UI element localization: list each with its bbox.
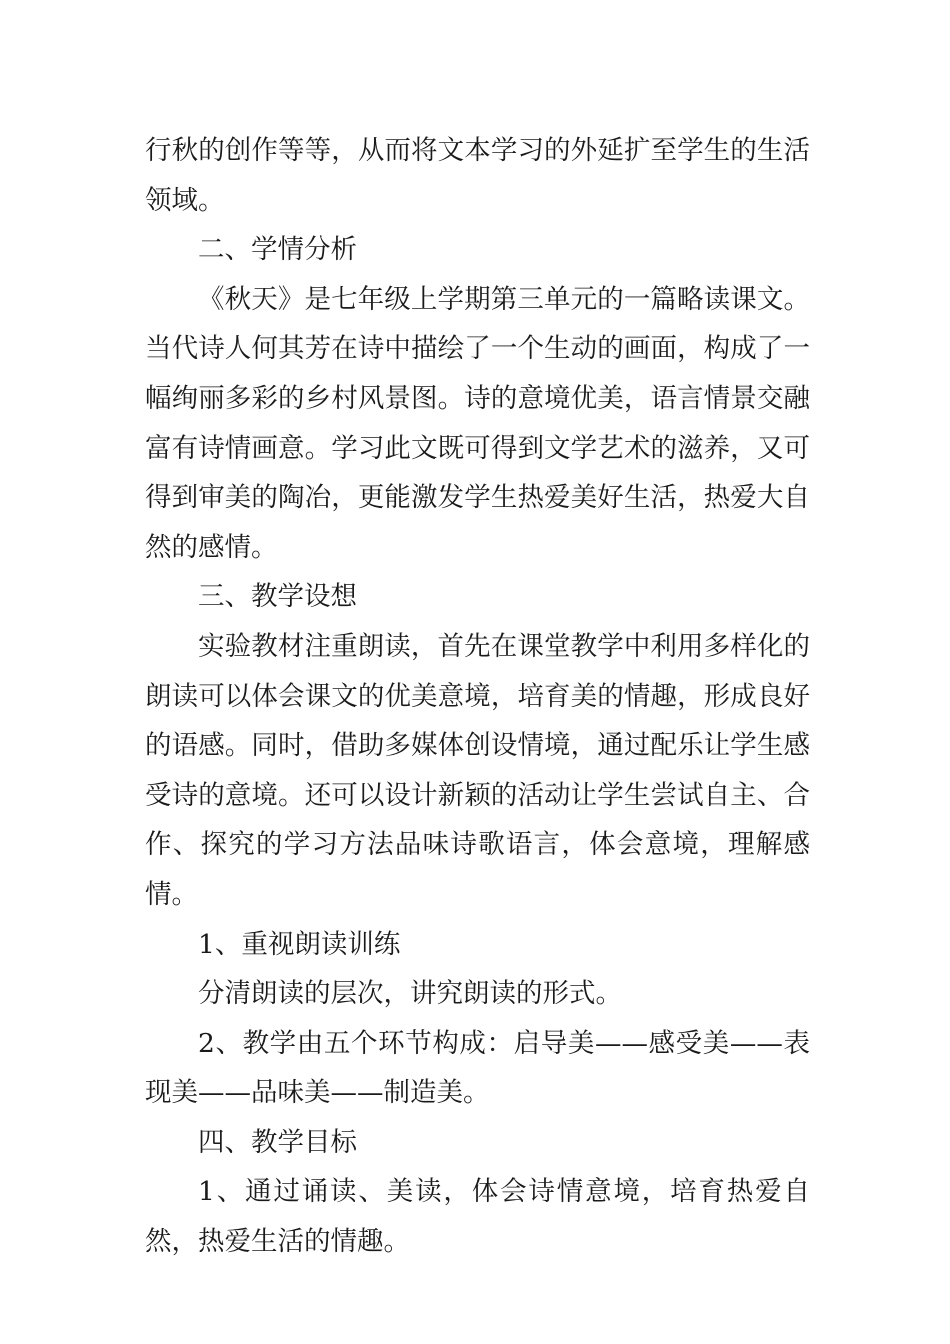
section-heading-teaching-ideas: 三、教学设想 [198,581,357,613]
list-item-reading-training: 1、重视朗读训练 [198,928,401,960]
paragraph-reading-levels: 分清朗读的层次，讲究朗读的形式。 [198,978,622,1010]
paragraph-continuation: 行秋的创作等等，从而将文本学习的外延扩至学生的生活领域。 [145,135,810,216]
section-heading-teaching-goals: 四、教学目标 [198,1126,357,1158]
document-body [145,126,810,1267]
list-item-goal-one: 1、通过诵读、美读，体会诗情意境，培育热爱自然，热爱生活的情趣。 [145,1176,810,1258]
paragraph-teaching-ideas: 实验教材注重朗读，首先在课堂教学中利用多样化的朗读可以体会课文的优美意境，培育美的情趣，形成良好的语感。同时，借助多媒体创设情境，通过配乐让学生感受诗的意境。还可以设计新颖的活动让学生尝试自主、合作、探究的学习方法品味诗歌语言，体会意境，理解感情。 [145,630,810,910]
paragraph-learning-analysis: 《秋天》是七年级上学期第三单元的一篇略读课文。当代诗人何其芳在诗中描绘了一个生动的画面，构成了一幅绚丽多彩的乡村风景图。诗的意境优美，语言情景交融富有诗情画意。学习此文既可得到文学艺术的滋养，又可得到审美的陶冶，更能激发学生热爱美好生活，热爱大自然的感情。 [145,283,810,563]
section-heading-learning-analysis: 二、学情分析 [198,234,357,266]
list-item-five-steps: 2、教学由五个环节构成：启导美——感受美——表现美——品味美——制造美。 [145,1027,810,1109]
